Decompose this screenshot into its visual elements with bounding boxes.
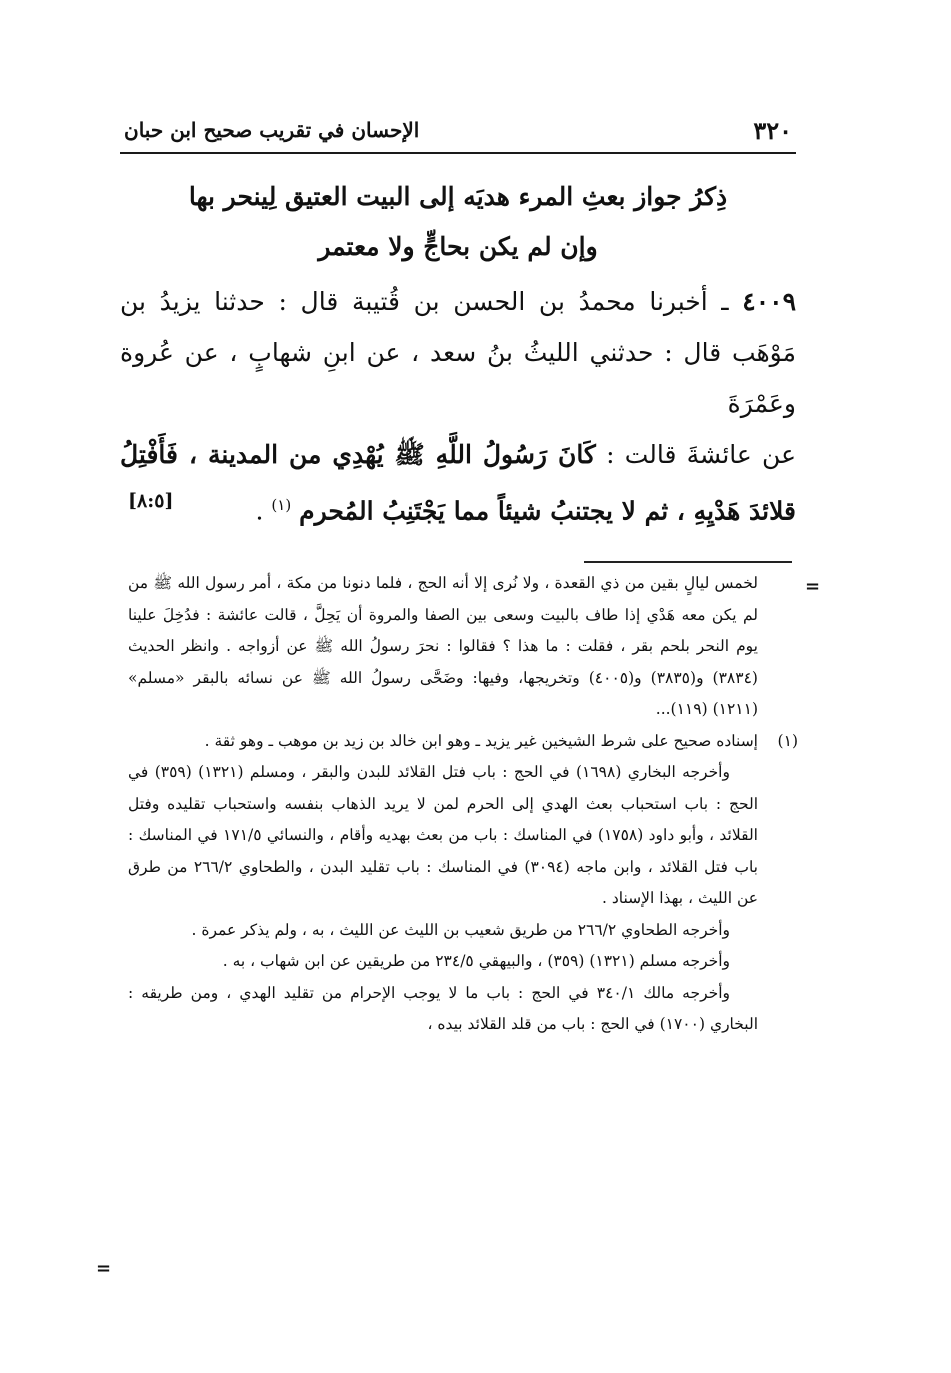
footnote-continuation: لخمس ليالٍ بقين من ذي القعدة ، ولا نُرى إلا أنه الحج ، فلما دنونا من مكة ، أمر رسول الله ﷺ من لم يكن معه هَدْي إذا طاف بالبيت وسعى بين الصفا والمروة أن يَحِلَّ ، قالت عائشة : فدُخِلَ علينا يوم النحر بلحم بقر ، فقلت : ما هذا ؟ فقالوا : نحرَ رسولُ الله ﷺ عن أزواجه . وانظر الحديث (٣٨٣٤) و(٣٨٣٥) و(٤٠٠٥) وتخريجها، وفيها: وضَحَّى رسولُ الله ﷺ عن نسائه بالبقر «مسلم» (١٢١١) (١١٩)... <box>128 574 758 718</box>
hadith-matn: كَانَ رَسُولُ اللَّهِ ﷺ يُهْدِي من المدينة ، فَأَفْتِلُ قلائدَ هَدْيِهِ ، ثم لا يجتنبُ شيئاً مما يَجْتَنِبُ المُحرم <box>120 440 796 526</box>
continuation-mark-bottom: = <box>96 1258 112 1279</box>
hadith-end-mark: . <box>255 496 264 526</box>
footnote-divider <box>584 561 792 563</box>
hadith-text <box>120 276 796 536</box>
hadith-reference: [٨:٥] <box>128 490 174 512</box>
chapter-title-line-2: وإن لم يكن بحاجٍّ ولا معتمر <box>318 232 598 261</box>
footnote-1-number: (١) <box>777 731 798 750</box>
hadith-isnad-paragraph <box>120 276 796 429</box>
footnote-1-paragraph-5: وأخرجه مالك ٣٤٠/١ في الحج : باب ما لا يوجب الإحرام من تقليد الهدي ، ومن طريقه : البخاري (١٧٠٠) في الحج : باب من قلد القلائد بيده ، <box>128 983 758 1033</box>
footnote-1-paragraph-4: وأخرجه مسلم (١٣٢١) (٣٥٩) ، والبيهقي ٢٣٤/٥ من طريقين عن ابن شهاب ، به . <box>222 952 730 970</box>
footnote-1-paragraph-2: وأخرجه البخاري (١٦٩٨) في الحج : باب فتل القلائد للبدن والبقر ، ومسلم (١٣٢١) (٣٥٩) في الحج : باب استحباب بعث الهدي إلى الحرم لمن لا يريد الذهاب بنفسه واستحباب تقليده وفتل القلائد ، وأبو داود (١٧٥٨) في المناسك : باب من بعث بهديه وأقام ، والنسائي ١٧١/٥ في المناسك : باب فتل القلائد ، وابن ماجه (٣٠٩٤) في المناسك : باب تقليد البدن ، والطحاوي ٢٦٦/٢ من طرق عن الليث ، بهذا الإسناد . <box>128 763 758 907</box>
running-title: الإحسان في تقريب صحيح ابن حبان <box>124 118 420 142</box>
page-header <box>120 112 796 154</box>
footnote-1-paragraph-3: وأخرجه الطحاوي ٢٦٦/٢ من طريق شعيب بن الليث عن الليث ، به ، ولم يذكر عمرة . <box>191 920 730 939</box>
chapter-title <box>120 172 796 272</box>
hadith-number: ٤٠٠٩ <box>742 287 796 316</box>
footnotes <box>128 568 798 1041</box>
hadith-isnad-2: عن عائشةَ قالت : <box>606 440 796 469</box>
hadith-isnad-1: ـ أخبرنا محمدُ بن الحسن بن قُتيبة قال : حدثنا يزيدُ بن مَوْهَب قال : حدثني الليثُ بنُ سعد ، عن ابنِ شهابٍ ، عن عُروة وعَمْرَةَ <box>120 287 796 418</box>
page-number: ٣٢٠ <box>753 116 792 145</box>
chapter-title-line-1: ذِكرُ جواز بعثِ المرء هديَه إلى البيت العتيق لِينحر بها <box>188 182 728 211</box>
footnote-1-text: إسناده صحيح على شرط الشيخين غير يزيد ـ وهو ابن خالد بن زيد بن موهب ـ وهو ثقة . <box>204 731 758 750</box>
hadith-matn-paragraph <box>120 429 796 536</box>
continuation-mark-top: = <box>805 576 821 597</box>
footnote-1 <box>128 726 798 758</box>
footnote-reference: (١) <box>271 496 292 514</box>
